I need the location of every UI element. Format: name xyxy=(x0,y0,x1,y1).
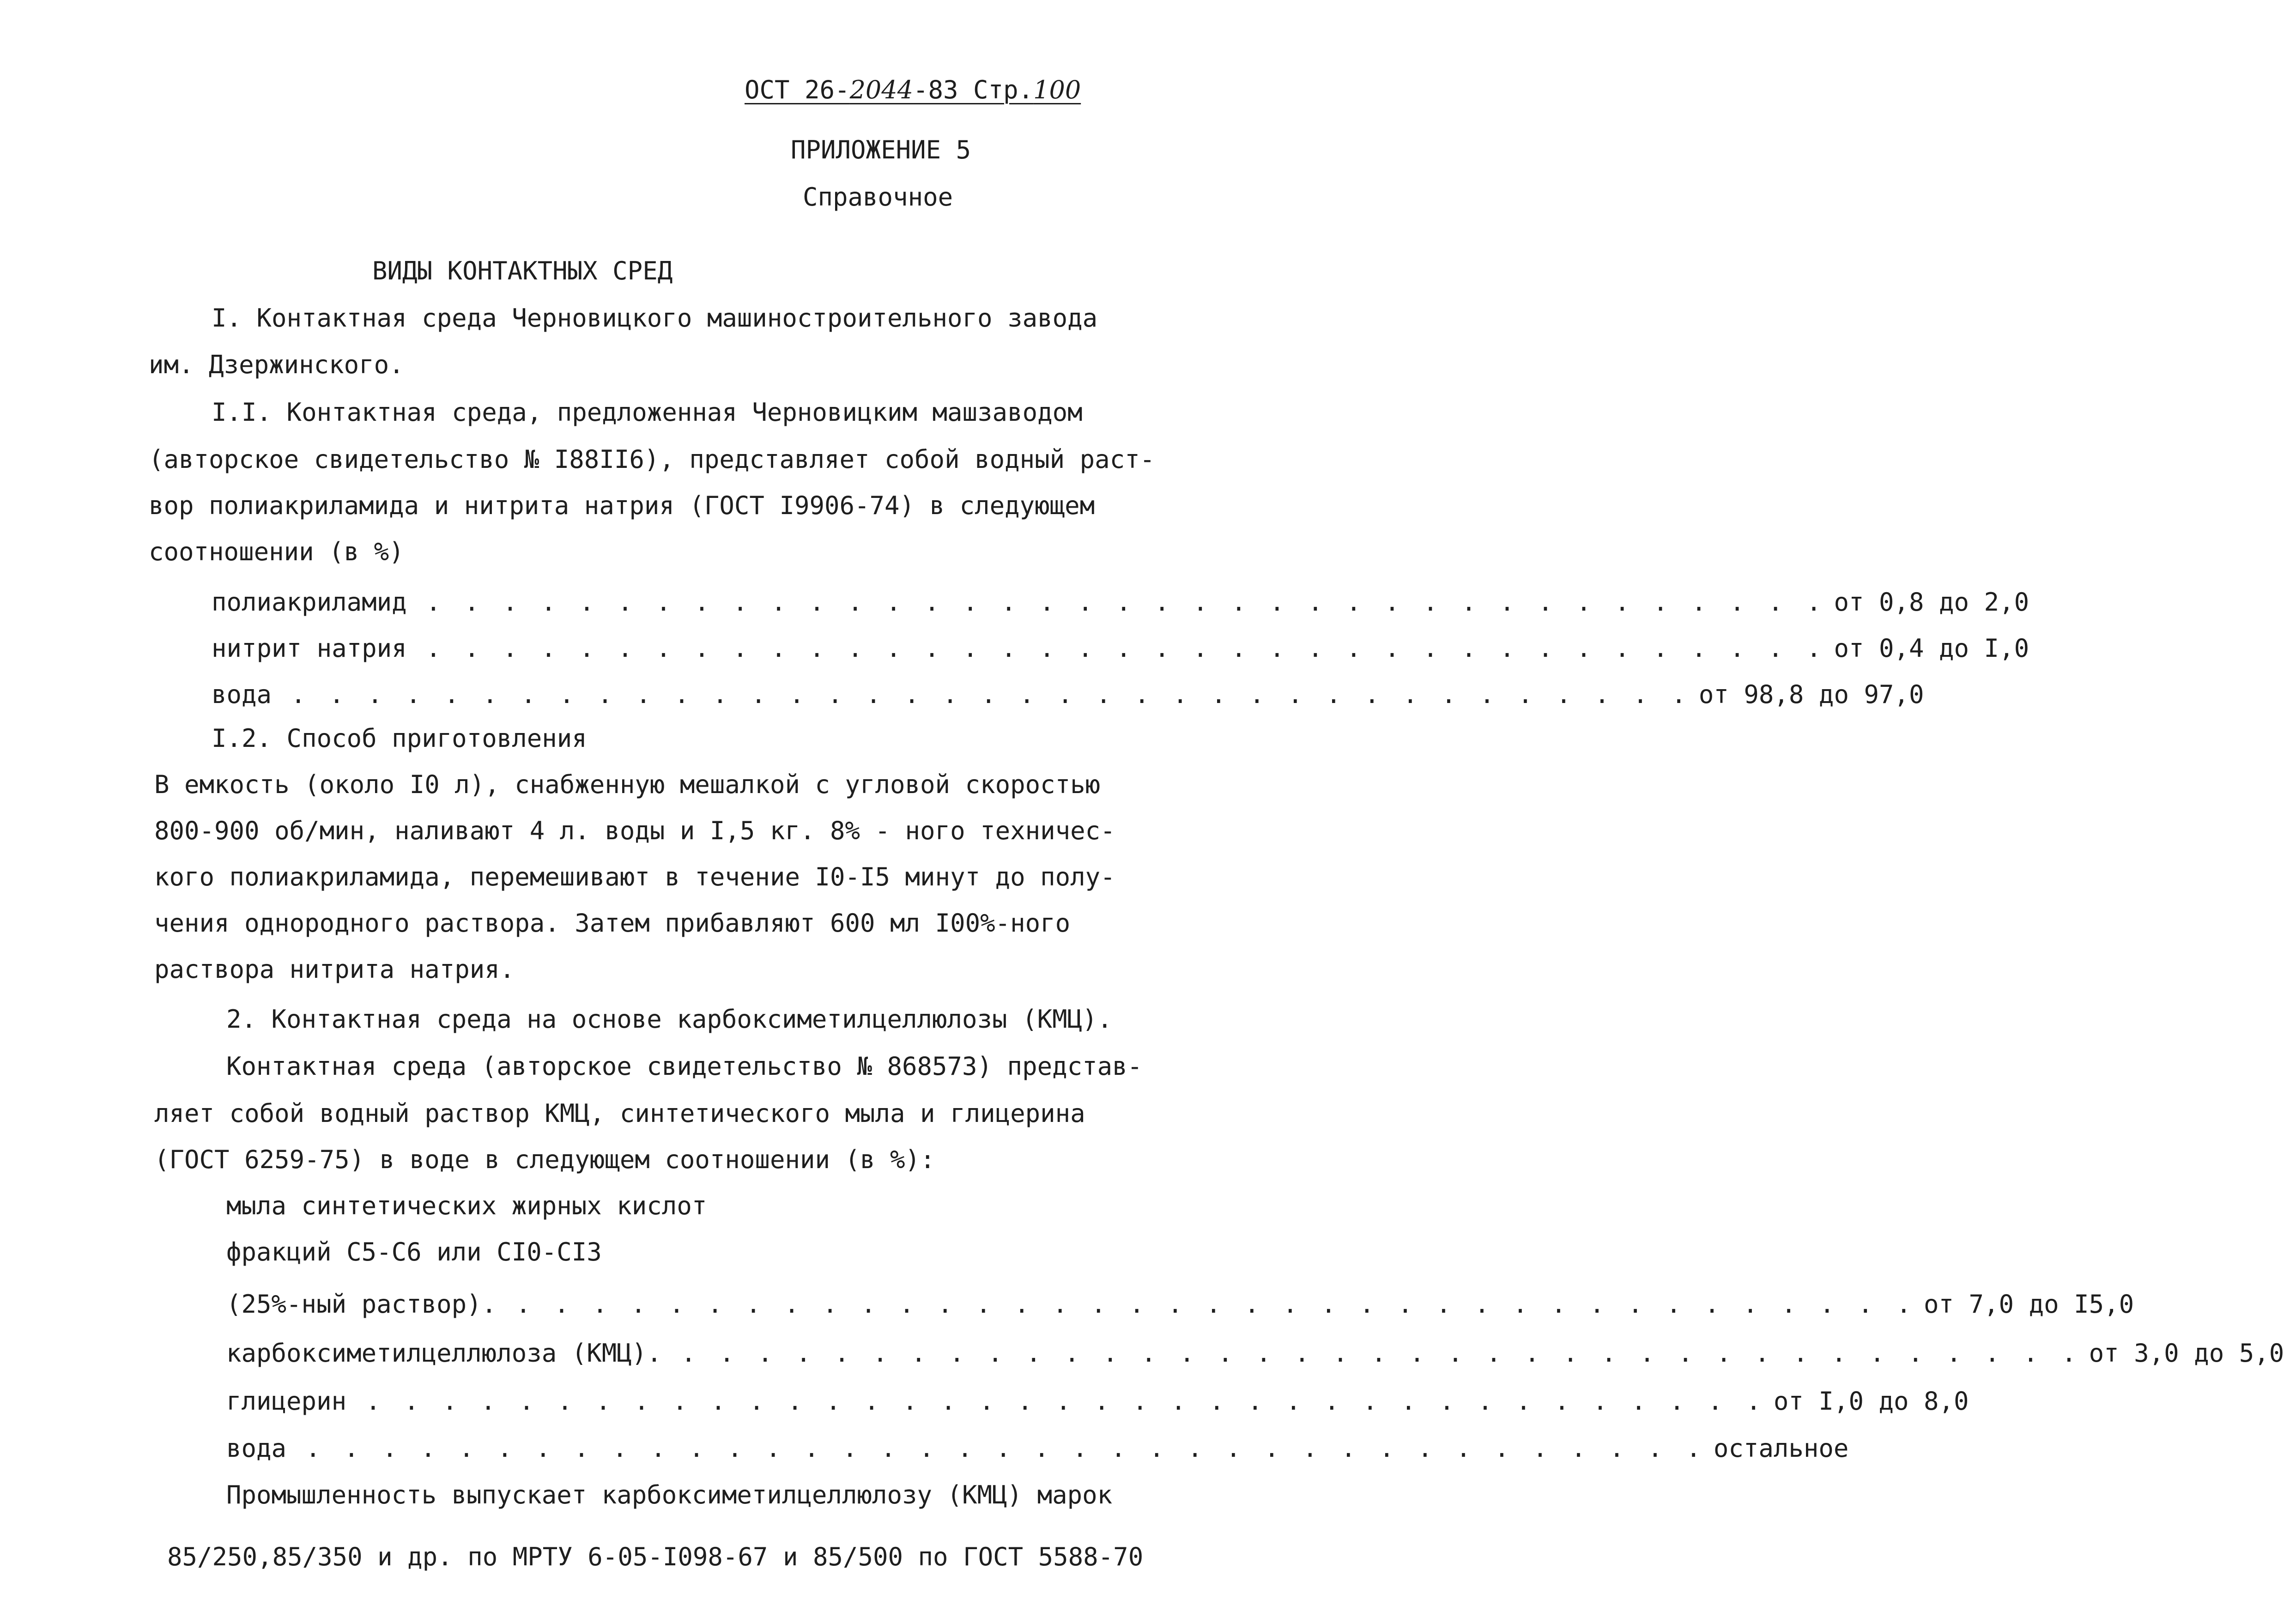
composition-row xyxy=(226,1387,1969,1416)
appendix-label: ПРИЛОЖЕНИЕ 5 xyxy=(791,135,971,164)
text-line: Промышленность выпускает карбоксиметилцеллюлозу (КМЦ) марок xyxy=(226,1480,1113,1509)
component-value: от 0,8 до 2,0 xyxy=(1834,588,2030,617)
component-value: от 7,0 до I5,0 xyxy=(1924,1290,2134,1319)
text-line: I.I. Контактная среда, предложенная Черновицким машзаводом xyxy=(212,398,1083,427)
text-line: вор полиакриламида и нитрита натрия (ГОСТ I9906-74) в следующем xyxy=(149,491,1095,520)
doc-suffix: -83 Стр. xyxy=(913,75,1034,104)
component-value: от 3,0 до 5,0 xyxy=(2089,1339,2284,1368)
text-line: I.2. Способ приготовления xyxy=(212,724,587,753)
component-name: (25%-ный раствор). xyxy=(226,1290,497,1319)
text-line: мыла синтетических жирных кислот xyxy=(226,1191,707,1220)
text-line: фракций С5-С6 или СI0-СI3 xyxy=(226,1237,602,1266)
text-line: (ГОСТ 6259-75) в воде в следующем соотношении (в %): xyxy=(154,1145,935,1174)
page-number-handwritten: 100 xyxy=(1033,75,1081,104)
appendix-type: Справочное xyxy=(803,182,953,212)
text-line: им. Дзержинского. xyxy=(149,350,404,379)
component-name: карбоксиметилцеллюлоза (КМЦ). xyxy=(226,1339,662,1368)
dot-leader: . . . . . . . . . . . . . . . . . . . . . . . . . . . . . . . . . . . . . xyxy=(661,1339,2081,1368)
dot-leader: . . . . . . . . . . . . . . . . . . . . . . . . . . . . . . . . . . . . . xyxy=(272,680,1690,709)
text-line: Контактная среда (авторское свидетельство № 868573) представ- xyxy=(226,1052,1143,1081)
component-name: полиакриламид xyxy=(212,588,407,617)
text-line: 85/250,85/350 и др. по МРТУ 6-05-I098-67 и 85/500 по ГОСТ 5588-70 xyxy=(167,1542,1144,1571)
dot-leader: . . . . . . . . . . . . . . . . . . . . . . . . . . . . . . . . . . . . . xyxy=(406,634,1826,663)
composition-row xyxy=(212,634,2030,663)
component-name: вода xyxy=(212,680,272,709)
dot-leader: . . . . . . . . . . . . . . . . . . . . . . . . . . . . . . . . . . . . . xyxy=(286,1434,1705,1463)
doc-number-handwritten: 2044 xyxy=(849,75,914,104)
composition-row xyxy=(212,588,2030,617)
text-line: 800-900 об/мин, наливают 4 л. воды и I,5 кг. 8% - ного техничес- xyxy=(154,816,1115,845)
component-value: остальное xyxy=(1713,1434,1849,1463)
text-line: кого полиакриламида, перемешивают в течение I0-I5 минут до полу- xyxy=(154,862,1115,891)
text-line: ляет собой водный раствор КМЦ, синтетического мыла и глицерина xyxy=(154,1099,1085,1128)
component-value: от 98,8 до 97,0 xyxy=(1698,680,1924,709)
component-name: глицерин xyxy=(226,1387,347,1416)
doc-prefix: ОСТ 26- xyxy=(745,75,850,104)
composition-row xyxy=(212,680,1924,709)
text-line: I. Контактная среда Черновицкого машиностроительного завода xyxy=(212,303,1098,333)
text-line: (авторское свидетельство № I88II6), представляет собой водный раст- xyxy=(149,445,1155,474)
composition-row xyxy=(226,1290,2134,1319)
component-value: от I,0 до 8,0 xyxy=(1773,1387,1969,1416)
component-name: нитрит натрия xyxy=(212,634,407,663)
dot-leader: . . . . . . . . . . . . . . . . . . . . . . . . . . . . . . . . . . . . . xyxy=(497,1290,1915,1319)
text-line: соотношении (в %) xyxy=(149,537,404,566)
composition-row xyxy=(226,1434,1849,1463)
text-line: раствора нитрита натрия. xyxy=(154,955,515,984)
text-line: чения однородного раствора. Затем прибавляют 600 мл I00%-ного xyxy=(154,909,1071,938)
section-title: ВИДЫ КОНТАКТНЫХ СРЕД xyxy=(372,256,673,285)
component-value: от 0,4 до I,0 xyxy=(1834,634,2030,663)
dot-leader: . . . . . . . . . . . . . . . . . . . . . . . . . . . . . . . . . . . . . xyxy=(346,1387,1765,1416)
text-line: В емкость (около I0 л), снабженную мешалкой с угловой скоростью xyxy=(154,770,1101,799)
document-header xyxy=(745,75,1081,104)
text-line: 2. Контактная среда на основе карбоксиметилцеллюлозы (КМЦ). xyxy=(226,1005,1113,1034)
component-name: вода xyxy=(226,1434,287,1463)
dot-leader: . . . . . . . . . . . . . . . . . . . . . . . . . . . . . . . . . . . . . xyxy=(406,588,1826,617)
composition-row xyxy=(226,1339,2284,1368)
